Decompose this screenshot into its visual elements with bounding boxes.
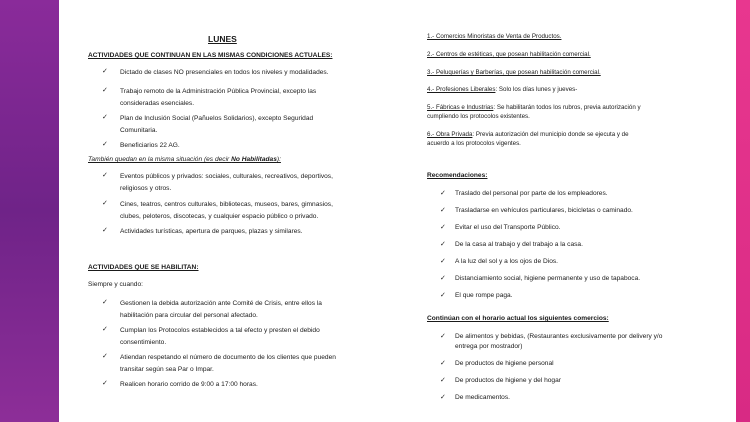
heading-recommendations: Recomendaciones:: [427, 172, 488, 179]
check-icon: ✓: [440, 377, 446, 384]
recommendation-text: Evitar el uso del Transporte Público.: [455, 224, 561, 231]
check-icon: ✓: [102, 299, 108, 306]
check-icon: ✓: [102, 68, 108, 75]
shop-text: De productos de higiene y del hogar: [455, 377, 561, 384]
not-enabled-text: Actividades turísticas, apertura de parques, plazas y similares.: [120, 228, 303, 235]
page-title: LUNES: [208, 34, 237, 44]
check-icon: ✓: [440, 258, 446, 265]
check-icon: ✓: [102, 172, 108, 179]
heading-continuing: ACTIVIDADES QUE CONTINUAN EN LAS MISMAS CONDICIONES ACTUALES:: [88, 52, 333, 59]
enabled-category: 5.- Fábricas e Industrias: Se habilitarán todos los rubros, previa autorización y cumpliendo los protocolos existentes.: [427, 104, 641, 121]
check-icon: ✓: [102, 141, 108, 148]
check-icon: ✓: [440, 360, 446, 367]
right-decorative-bar: [736, 0, 750, 422]
check-icon: ✓: [102, 114, 108, 121]
check-icon: ✓: [102, 87, 108, 94]
check-icon: ✓: [440, 241, 446, 248]
check-icon: ✓: [102, 380, 108, 387]
enabled-category: 4.- Profesiones Liberales: Solo los días lunes y jueves-: [427, 86, 578, 93]
not-enabled-text: Cines, teatros, centros culturales, bibliotecas, museos, bares, gimnasios, clubes, peloteros, discotecas, y cualquier espacio público o privado.: [120, 201, 333, 220]
check-icon: ✓: [440, 275, 446, 282]
shop-text: De productos de higiene personal: [455, 360, 554, 367]
heading-enabled: ACTIVIDADES QUE SE HABILITAN:: [88, 264, 199, 271]
enabled-category: 2.- Centros de estéticas, que posean habilitación comercial.: [427, 51, 591, 58]
check-icon: ✓: [440, 207, 446, 214]
check-icon: ✓: [440, 190, 446, 197]
recommendation-text: Distanciamiento social, higiene permanente y uso de tapaboca.: [455, 275, 641, 282]
continuing-text: Beneficiarios 22 AG.: [120, 142, 180, 149]
check-icon: ✓: [440, 292, 446, 299]
check-icon: ✓: [102, 200, 108, 207]
condition-text: Gestionen la debida autorización ante Comité de Crisis, entre ellos la habilitación para circular del personal afectado.: [120, 300, 322, 319]
shop-text: De alimentos y bebidas, (Restaurantes exclusivamente por delivery y/o entrega por mostrador): [455, 333, 663, 350]
check-icon: ✓: [102, 227, 108, 234]
shop-text: De medicamentos.: [455, 394, 510, 401]
check-icon: ✓: [440, 333, 446, 340]
check-icon: ✓: [102, 326, 108, 333]
recommendation-text: Traslado del personal por parte de los empleadores.: [455, 190, 608, 197]
condition-text: Atiendan respetando el número de documento de los clientes que pueden transitar según sea Par o Impar.: [120, 354, 336, 373]
also-same-note: También quedan en la misma situación (es decir No Habilitadas):: [88, 156, 281, 163]
heading-current-hours-shops: Continúan con el horario actual los siguientes comercios:: [427, 315, 609, 322]
continuing-text: Plan de Inclusión Social (Pañuelos Solidarios), excepto Seguridad Comunitaria.: [120, 115, 314, 134]
continuing-text: Dictado de clases NO presenciales en todos los niveles y modalidades.: [120, 69, 329, 76]
left-decorative-bar: [0, 0, 59, 422]
condition-text: Realicen horario corrido de 9:00 a 17:00 horas.: [120, 381, 258, 388]
recommendation-text: De la casa al trabajo y del trabajo a la casa.: [455, 241, 583, 248]
recommendation-text: A la luz del sol y a los ojos de Dios.: [455, 258, 558, 265]
check-icon: ✓: [102, 353, 108, 360]
conditions-intro: Siempre y cuando:: [88, 281, 143, 288]
enabled-category: 6.- Obra Privada: Previa autorización del municipio donde se ejecuta y de acuerdo a los protocolos vigentes.: [427, 131, 629, 148]
check-icon: ✓: [440, 224, 446, 231]
not-enabled-text: Eventos públicos y privados: sociales, culturales, recreativos, deportivos, religiosos y otros.: [120, 173, 333, 192]
continuing-text: Trabajo remoto de la Administración Pública Provincial, excepto las consideradas esenciales.: [120, 88, 317, 107]
recommendation-text: El que rompe paga.: [455, 292, 513, 299]
recommendation-text: Trasladarse en vehículos particulares, bicicletas o caminado.: [455, 207, 633, 214]
enabled-category: 1.- Comercios Minoristas de Venta de Productos.: [427, 33, 562, 40]
enabled-category: 3.- Peluquerías y Barberías, que posean habilitación comercial.: [427, 69, 601, 76]
check-icon: ✓: [440, 394, 446, 401]
condition-text: Cumplan los Protocolos establecidos a tal efecto y presten el debido consentimiento.: [120, 327, 320, 346]
